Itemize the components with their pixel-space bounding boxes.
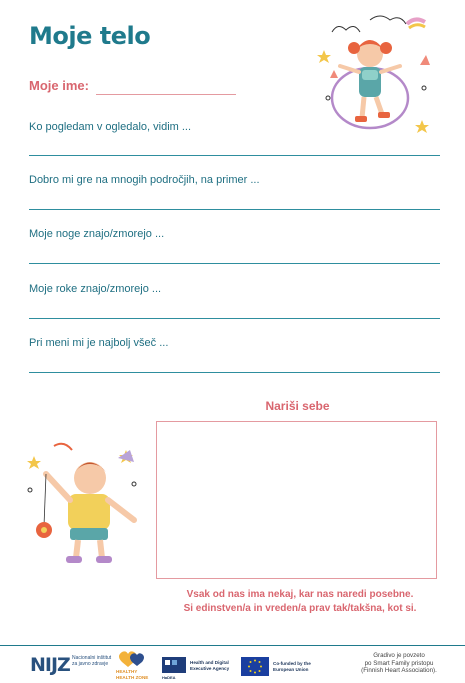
- prompt-legs: Moje noge znajo/zmorejo ...: [29, 228, 165, 240]
- credit-line-1: Gradivo je povzeto: [373, 652, 425, 659]
- credit-line-3: (Finnish Heart Association).: [361, 667, 437, 675]
- answer-line-legs[interactable]: [29, 263, 440, 264]
- draw-yourself-title: Nariši sebe: [265, 399, 330, 413]
- prompt-like-most: Pri meni mi je najbolj všeč ...: [29, 337, 169, 349]
- girl-hoop-illustration: [312, 10, 442, 138]
- answer-line-good-at[interactable]: [29, 209, 440, 210]
- answer-line-like-most[interactable]: [29, 372, 440, 373]
- credit-line-2: po Smart Family pristopu: [364, 659, 434, 667]
- hadea-logo-icon: [162, 657, 186, 673]
- answer-line-arms[interactable]: [29, 318, 440, 319]
- name-label: Moje ime:: [29, 78, 89, 93]
- page-title: Moje telo: [29, 22, 151, 50]
- healthy-logo-text: HEALTHY HEALTH ZONE: [116, 669, 149, 680]
- hadea-text: Health and Digital Executive Agency: [190, 660, 230, 671]
- motto-text: [150, 588, 450, 616]
- motto-line-1: Vsak od nas ima nekaj, kar nas naredi posebne.: [186, 589, 414, 600]
- footer-divider: [0, 645, 465, 646]
- healthy-logo-icon: [116, 650, 146, 668]
- answer-line-mirror[interactable]: [29, 155, 440, 156]
- prompt-mirror: Ko pogledam v ogledalo, vidim ...: [29, 121, 192, 133]
- hadea-logo-label: HaDEA: [162, 675, 176, 680]
- credit-text: [352, 652, 446, 675]
- eu-flag-icon: [241, 657, 269, 676]
- drawing-area[interactable]: [156, 421, 437, 579]
- name-field[interactable]: [96, 94, 236, 95]
- nijz-logo: NIJZ: [30, 654, 70, 676]
- prompt-arms: Moje roke znajo/zmorejo ...: [29, 283, 162, 295]
- prompt-good-at: Dobro mi gre na mnogih področjih, na primer ...: [29, 174, 260, 186]
- eu-cofunded-text: Co-funded by the European Union: [273, 661, 311, 672]
- boy-yoyo-illustration: [22, 438, 144, 570]
- nijz-subtitle: Nacionalni inštitut za javno zdravje: [72, 655, 112, 667]
- motto-line-2: Si edinstven/a in vreden/a prav tak/takšna, kot si.: [183, 603, 417, 614]
